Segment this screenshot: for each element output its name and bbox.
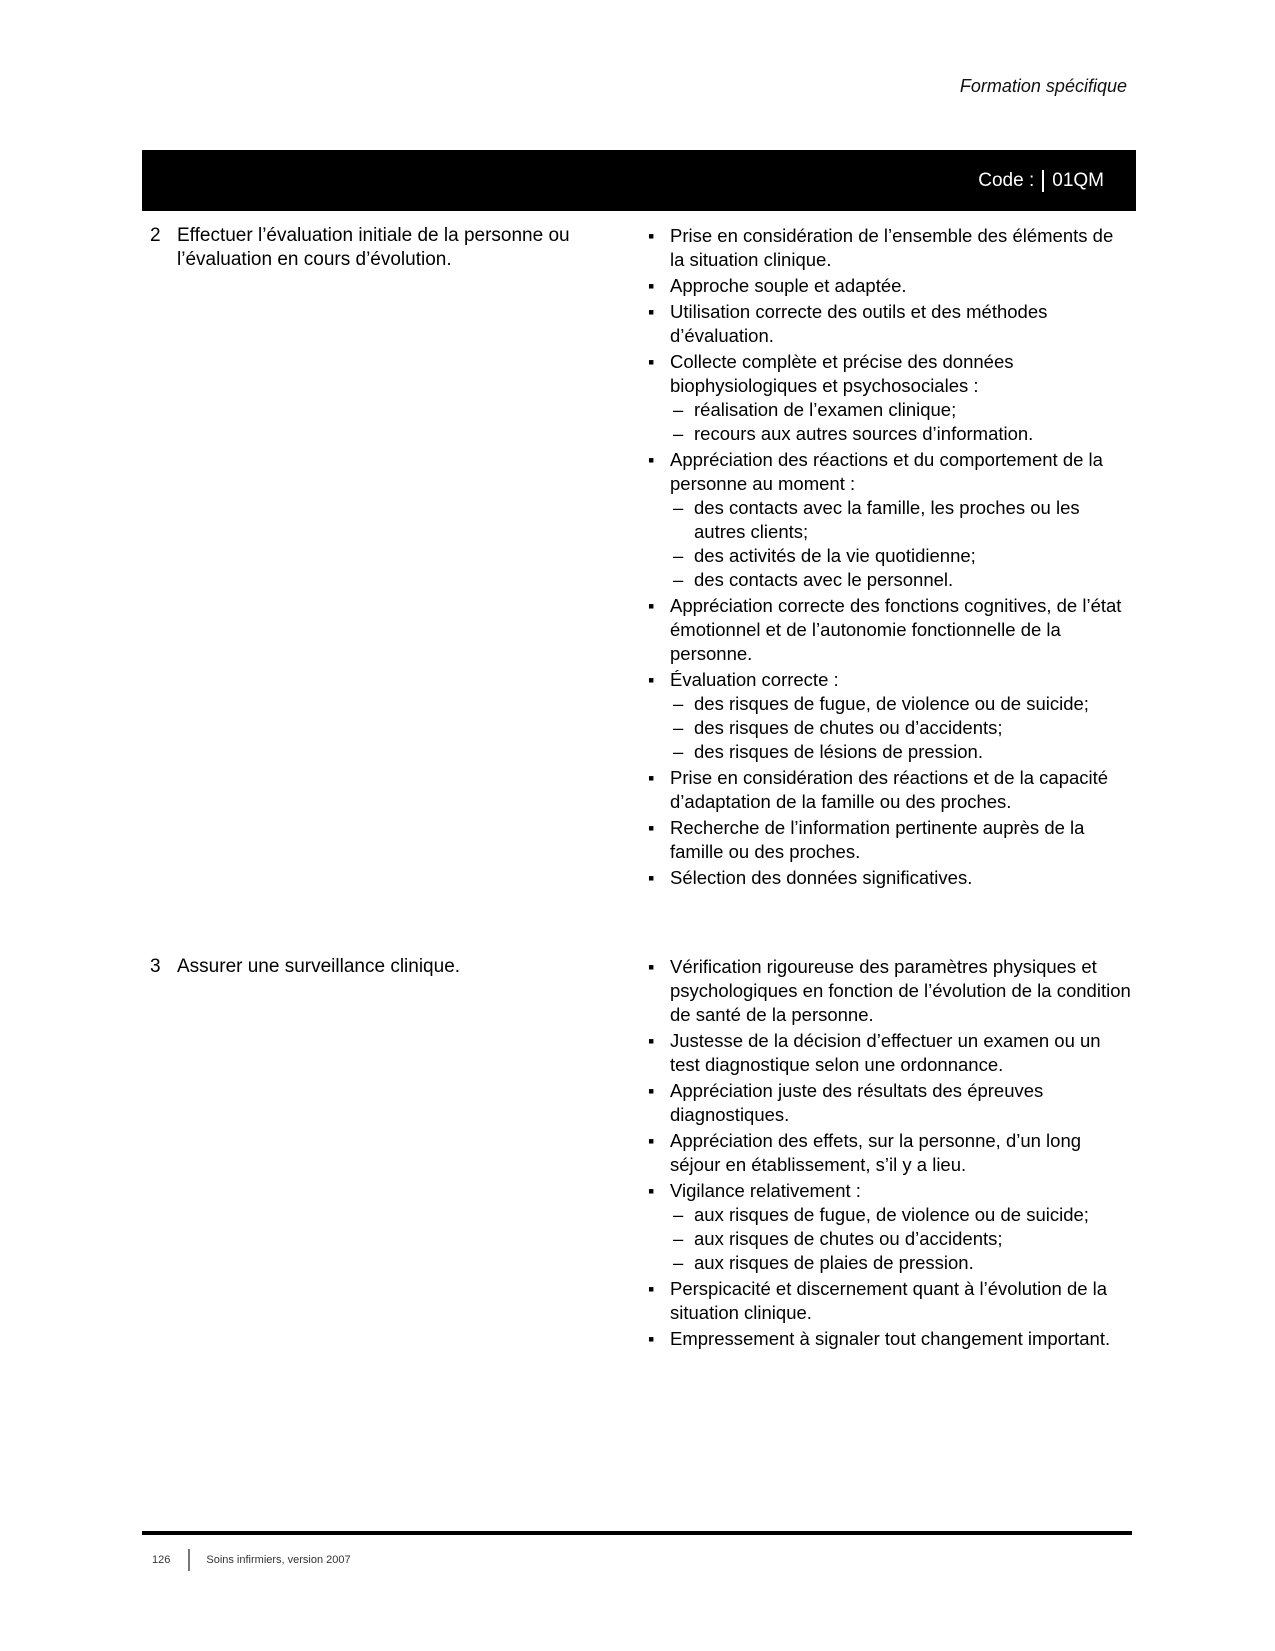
criterion-item <box>646 955 1132 1027</box>
page-number: 126 <box>152 1553 171 1566</box>
criterion-text: Justesse de la décision d’effectuer un examen ou un test diagnostique selon une ordonnance. <box>670 1030 1101 1075</box>
page-header-label: Formation spécifique <box>959 76 1127 96</box>
criterion-text: Collecte complète et précise des données biophysiologiques et psychosociales : <box>670 351 1014 396</box>
element-text: Effectuer l’évaluation initiale de la personne ou l’évaluation en cours d’évolution. <box>177 225 570 270</box>
sub-criterion-item: – des risques de chutes ou d’accidents; <box>670 716 1132 740</box>
criterion-text: Approche souple et adaptée. <box>670 275 907 296</box>
criterion-item <box>646 1277 1132 1325</box>
sub-criterion-item: – aux risques de fugue, de violence ou de suicide; <box>670 1203 1132 1227</box>
sub-criteria-list <box>670 496 1132 592</box>
criterion-text: Appréciation correcte des fonctions cognitives, de l’état émotionnel et de l’autonomie fonctionnelle de la personne. <box>670 595 1122 664</box>
criteria-list <box>646 955 1132 1351</box>
criterion-text: Évaluation correcte : <box>670 669 839 690</box>
criterion-text: Sélection des données significatives. <box>670 867 973 888</box>
code-bar <box>142 150 1136 211</box>
sub-criteria-list <box>670 692 1132 764</box>
sub-criteria-list <box>670 398 1132 446</box>
criterion-text: Utilisation correcte des outils et des méthodes d’évaluation. <box>670 301 1048 346</box>
competency-element <box>150 955 620 979</box>
criterion-item <box>646 1029 1132 1077</box>
sub-criterion-item: – des risques de fugue, de violence ou de suicide; <box>670 692 1132 716</box>
element-number: 2 <box>150 225 161 246</box>
performance-criteria <box>646 224 1132 892</box>
sub-criterion-item: – recours aux autres sources d’information. <box>670 422 1132 446</box>
criterion-item <box>646 1327 1132 1351</box>
criterion-item <box>646 448 1132 592</box>
criterion-item <box>646 1179 1132 1275</box>
page-footer <box>152 1549 351 1571</box>
criterion-item <box>646 274 1132 298</box>
criterion-item <box>646 224 1132 272</box>
element-text: Assurer une surveillance clinique. <box>177 956 461 977</box>
sub-criterion-item: – réalisation de l’examen clinique; <box>670 398 1132 422</box>
criterion-text: Prise en considération des réactions et de la capacité d’adaptation de la famille ou des proches. <box>670 767 1109 812</box>
sub-criterion-item: – des risques de lésions de pression. <box>670 740 1132 764</box>
sub-criteria-list <box>670 1203 1132 1275</box>
criterion-text: Prise en considération de l’ensemble des éléments de la situation clinique. <box>670 225 1114 270</box>
sub-criterion-item: – des contacts avec la famille, les proches ou les autres clients; <box>670 496 1132 544</box>
criterion-item <box>646 1129 1132 1177</box>
criterion-text: Empressement à signaler tout changement important. <box>670 1328 1111 1349</box>
sub-criterion-item: – des contacts avec le personnel. <box>670 568 1132 592</box>
criterion-item <box>646 766 1132 814</box>
criterion-item <box>646 668 1132 764</box>
element-number: 3 <box>150 956 161 977</box>
criterion-item <box>646 350 1132 446</box>
criterion-text: Appréciation des effets, sur la personne, d’un long séjour en établissement, s’il y a lieu. <box>670 1130 1082 1175</box>
criterion-text: Appréciation des réactions et du comportement de la personne au moment : <box>670 449 1103 494</box>
sub-criterion-item: – aux risques de chutes ou d’accidents; <box>670 1227 1132 1251</box>
criterion-item <box>646 1079 1132 1127</box>
code-value: 01QM <box>1052 170 1104 192</box>
criterion-item <box>646 594 1132 666</box>
sub-criterion-item: – des activités de la vie quotidienne; <box>670 544 1132 568</box>
criterion-text: Appréciation juste des résultats des épreuves diagnostiques. <box>670 1080 1044 1125</box>
sub-criterion-item: – aux risques de plaies de pression. <box>670 1251 1132 1275</box>
criterion-text: Vigilance relativement : <box>670 1180 861 1201</box>
criterion-item <box>646 816 1132 864</box>
code-text <box>978 170 1104 192</box>
criterion-item <box>646 866 1132 890</box>
code-label: Code : <box>978 170 1035 192</box>
criterion-item <box>646 300 1132 348</box>
criterion-text: Vérification rigoureuse des paramètres physiques et psychologiques en fonction de l’évolution de la condition de santé de la personne. <box>670 956 1131 1025</box>
criterion-text: Perspicacité et discernement quant à l’évolution de la situation clinique. <box>670 1278 1108 1323</box>
performance-criteria <box>646 955 1132 1353</box>
footer-separator <box>188 1549 190 1571</box>
footer-rule <box>142 1531 1132 1535</box>
footer-title: Soins infirmiers, version 2007 <box>206 1553 351 1566</box>
competency-element <box>150 224 620 272</box>
code-separator <box>1042 170 1044 192</box>
criteria-list <box>646 224 1132 890</box>
criterion-text: Recherche de l’information pertinente auprès de la famille ou des proches. <box>670 817 1085 862</box>
